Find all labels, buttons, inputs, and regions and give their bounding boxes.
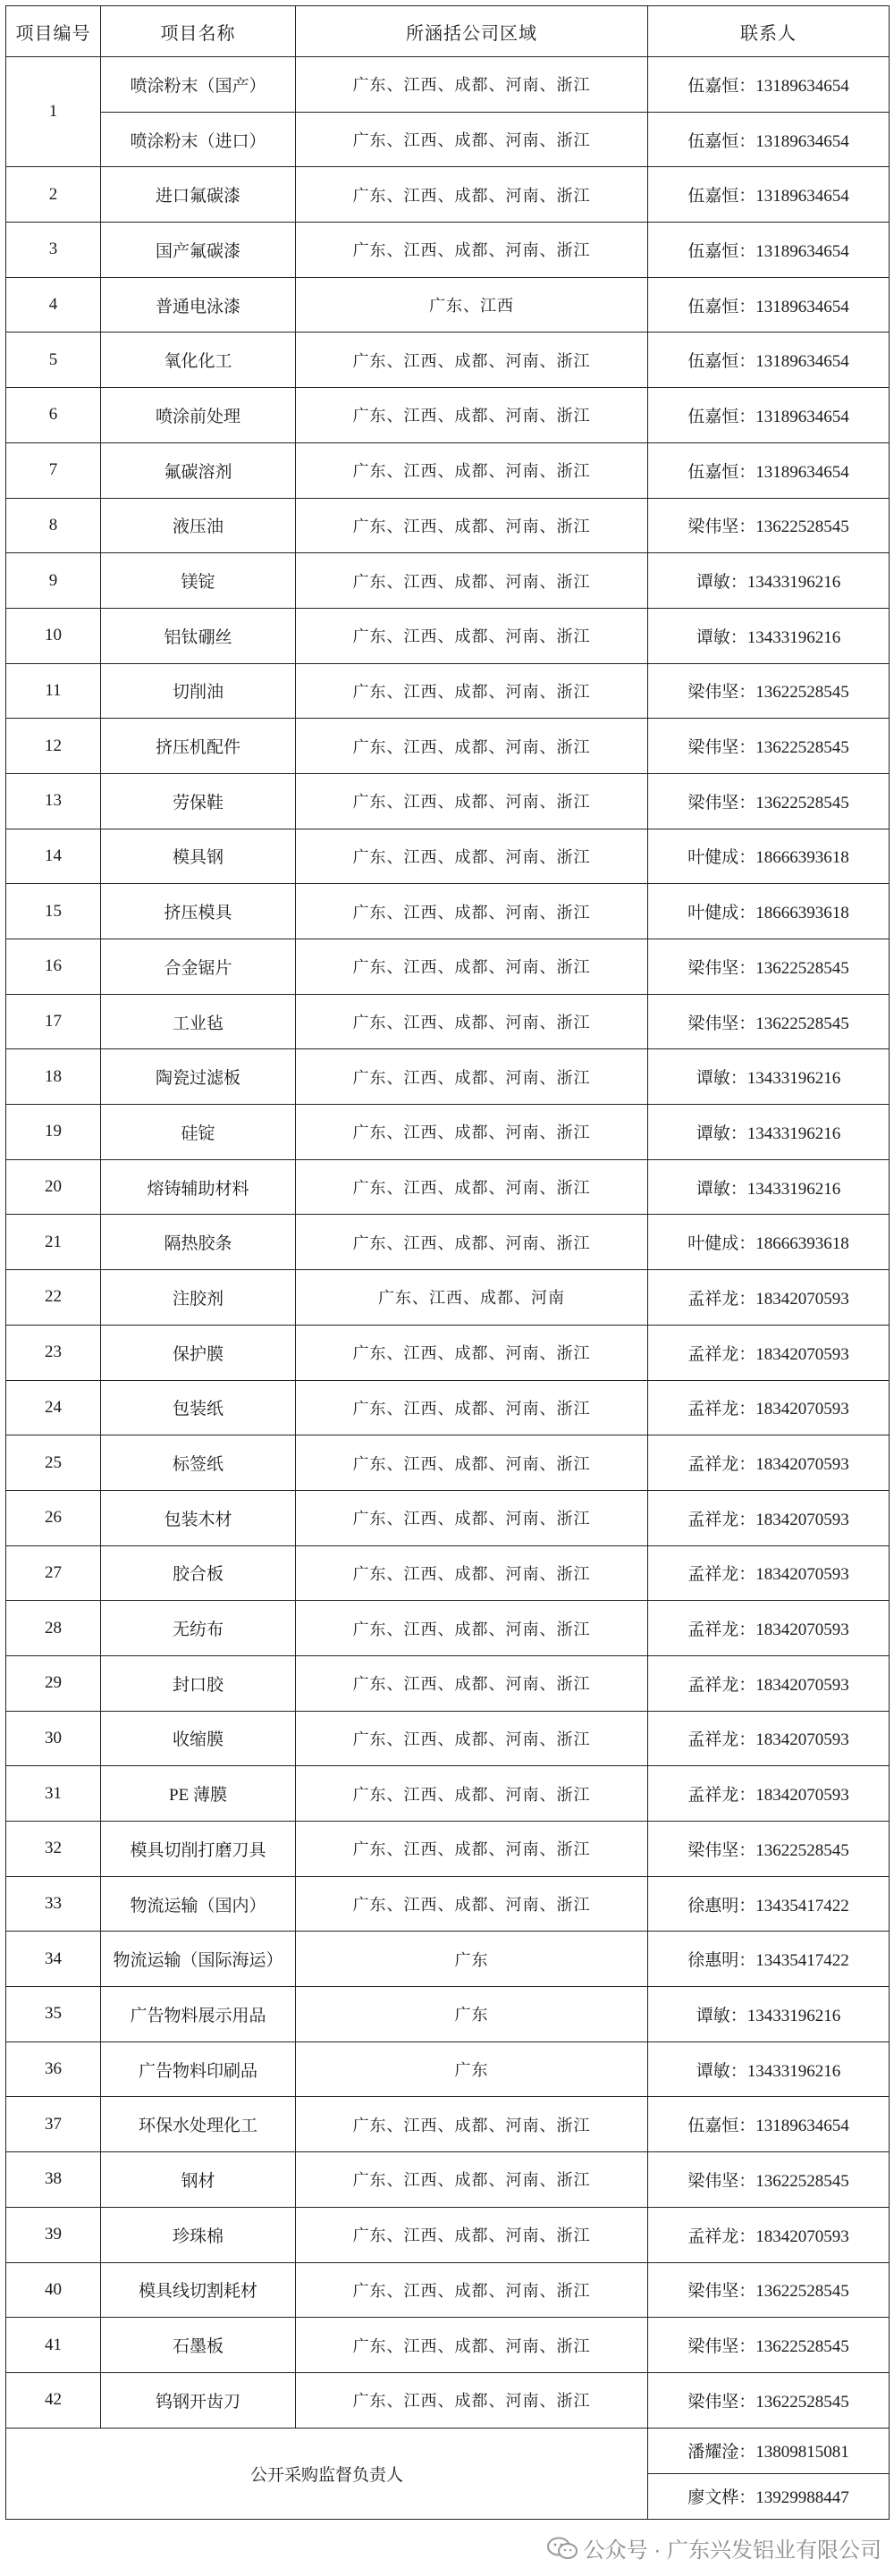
table-row [6, 1545, 890, 1601]
region-cell: 广东、江西、成都、河南、浙江 [296, 498, 648, 553]
project-name-cell: 工业毡 [101, 994, 296, 1049]
project-name-cell: 广告物料印刷品 [101, 2041, 296, 2097]
project-no-cell: 9 [6, 553, 101, 609]
region-cell: 广东、江西 [296, 277, 648, 333]
project-name-cell: 劳保鞋 [101, 773, 296, 829]
project-name-cell: 石墨板 [101, 2318, 296, 2373]
contact-cell: 梁伟坚：13622528545 [648, 719, 890, 774]
project-name-cell: 包装木材 [101, 1490, 296, 1545]
project-no-cell: 24 [6, 1380, 101, 1435]
contact-cell: 叶健成：18666393618 [648, 884, 890, 939]
project-no-cell: 21 [6, 1215, 101, 1270]
supervisor-contact: 廖文桦：13929988447 [648, 2473, 890, 2519]
region-cell: 广东 [296, 1932, 648, 1987]
contact-cell: 孟祥龙：18342070593 [648, 1766, 890, 1822]
project-no-cell: 14 [6, 829, 101, 884]
table-row [6, 719, 890, 774]
project-no-cell: 42 [6, 2372, 101, 2428]
project-no-cell: 22 [6, 1270, 101, 1326]
contact-cell: 孟祥龙：18342070593 [648, 1270, 890, 1326]
contact-cell: 伍嘉恒：13189634654 [648, 167, 890, 223]
table-row [6, 498, 890, 553]
project-name-cell: 进口氟碳漆 [101, 167, 296, 223]
table-row [6, 1159, 890, 1215]
project-no-cell: 4 [6, 277, 101, 333]
table-row [6, 1435, 890, 1491]
table-row [6, 1711, 890, 1766]
project-name-cell: 硅锭 [101, 1105, 296, 1160]
project-name-cell: 挤压模具 [101, 884, 296, 939]
project-name-cell: 陶瓷过滤板 [101, 1049, 296, 1105]
contact-cell: 孟祥龙：18342070593 [648, 1325, 890, 1380]
table-row [6, 112, 890, 167]
contact-cell: 谭敏：13433196216 [648, 1159, 890, 1215]
region-cell: 广东、江西、成都、河南、浙江 [296, 57, 648, 113]
project-no-cell: 16 [6, 939, 101, 995]
project-name-cell: 合金锯片 [101, 939, 296, 995]
contact-cell: 孟祥龙：18342070593 [648, 1490, 890, 1545]
project-name-cell: 钨钢开齿刀 [101, 2372, 296, 2428]
region-cell: 广东、江西、成都、河南、浙江 [296, 994, 648, 1049]
region-cell: 广东、江西、成都、河南、浙江 [296, 1105, 648, 1160]
project-name-cell: 氟碳溶剂 [101, 442, 296, 498]
project-no-cell: 33 [6, 1876, 101, 1932]
table-row [6, 2372, 890, 2428]
region-cell: 广东、江西、成都、河南、浙江 [296, 608, 648, 663]
region-cell: 广东、江西、成都、河南、浙江 [296, 167, 648, 223]
project-name-cell: 熔铸辅助材料 [101, 1159, 296, 1215]
contact-cell: 谭敏：13433196216 [648, 1105, 890, 1160]
procurement-contact-table [5, 5, 890, 2520]
table-row [6, 939, 890, 995]
region-cell: 广东、江西、成都、河南、浙江 [296, 112, 648, 167]
project-no-cell: 10 [6, 608, 101, 663]
project-name-cell: 注胶剂 [101, 1270, 296, 1326]
table-row [6, 2207, 890, 2262]
project-no-cell: 13 [6, 773, 101, 829]
region-cell: 广东、江西、成都、河南、浙江 [296, 333, 648, 388]
contact-cell: 梁伟坚：13622528545 [648, 994, 890, 1049]
contact-cell: 孟祥龙：18342070593 [648, 1711, 890, 1766]
region-cell: 广东、江西、成都、河南、浙江 [296, 1655, 648, 1711]
table-row [6, 442, 890, 498]
project-name-cell: 喷涂前处理 [101, 388, 296, 443]
project-name-cell: 国产氟碳漆 [101, 223, 296, 278]
project-no-cell: 37 [6, 2097, 101, 2152]
region-cell: 广东 [296, 2041, 648, 2097]
region-cell: 广东、江西、成都、河南、浙江 [296, 442, 648, 498]
region-cell: 广东、江西、成都、河南、浙江 [296, 223, 648, 278]
table-body [6, 57, 890, 2429]
contact-cell: 梁伟坚：13622528545 [648, 2152, 890, 2208]
project-name-cell: 珍珠棉 [101, 2207, 296, 2262]
region-cell: 广东、江西、成都、河南、浙江 [296, 2207, 648, 2262]
region-cell: 广东、江西、成都、河南、浙江 [296, 773, 648, 829]
contact-cell: 梁伟坚：13622528545 [648, 1822, 890, 1877]
header-project-no: 项目编号 [6, 6, 101, 57]
project-no-cell: 28 [6, 1601, 101, 1656]
region-cell: 广东、江西、成都、河南、浙江 [296, 1876, 648, 1932]
contact-cell: 孟祥龙：18342070593 [648, 1601, 890, 1656]
table-row [6, 223, 890, 278]
project-name-cell: 喷涂粉末（国产） [101, 57, 296, 113]
project-name-cell: 物流运输（国际海运） [101, 1932, 296, 1987]
project-name-cell: 模具线切割耗材 [101, 2262, 296, 2318]
region-cell: 广东、江西、成都、河南、浙江 [296, 1545, 648, 1601]
table-row [6, 1876, 890, 1932]
project-name-cell: 普通电泳漆 [101, 277, 296, 333]
project-no-cell: 18 [6, 1049, 101, 1105]
project-name-cell: 封口胶 [101, 1655, 296, 1711]
project-no-cell: 30 [6, 1711, 101, 1766]
contact-cell: 梁伟坚：13622528545 [648, 939, 890, 995]
project-no-cell: 35 [6, 1987, 101, 2042]
contact-cell: 徐惠明：13435417422 [648, 1876, 890, 1932]
region-cell: 广东、江西、成都、河南、浙江 [296, 719, 648, 774]
contact-cell: 谭敏：13433196216 [648, 608, 890, 663]
region-cell: 广东、江西、成都、河南、浙江 [296, 1711, 648, 1766]
contact-cell: 谭敏：13433196216 [648, 1987, 890, 2042]
project-name-cell: 标签纸 [101, 1435, 296, 1491]
header-project-name: 项目名称 [101, 6, 296, 57]
table-row [6, 608, 890, 663]
table-row [6, 1270, 890, 1326]
supervisor-row [6, 2428, 890, 2473]
table-row [6, 1655, 890, 1711]
table-row [6, 1049, 890, 1105]
project-no-cell: 23 [6, 1325, 101, 1380]
region-cell: 广东、江西、成都、河南、浙江 [296, 2152, 648, 2208]
project-name-cell: 切削油 [101, 663, 296, 719]
project-name-cell: 物流运输（国内） [101, 1876, 296, 1932]
project-no-cell: 12 [6, 719, 101, 774]
region-cell: 广东、江西、成都、河南、浙江 [296, 2318, 648, 2373]
contact-cell: 徐惠明：13435417422 [648, 1932, 890, 1987]
contact-cell: 叶健成：18666393618 [648, 829, 890, 884]
table-row [6, 1822, 890, 1877]
region-cell: 广东、江西、成都、河南、浙江 [296, 884, 648, 939]
region-cell: 广东、江西、成都、河南、浙江 [296, 1822, 648, 1877]
region-cell: 广东、江西、成都、河南、浙江 [296, 1159, 648, 1215]
project-no-cell: 41 [6, 2318, 101, 2373]
project-name-cell: 模具钢 [101, 829, 296, 884]
project-name-cell: 氧化化工 [101, 333, 296, 388]
table-row [6, 829, 890, 884]
table-row [6, 663, 890, 719]
region-cell: 广东、江西、成都、河南、浙江 [296, 1435, 648, 1491]
contact-cell: 伍嘉恒：13189634654 [648, 112, 890, 167]
project-name-cell: 广告物料展示用品 [101, 1987, 296, 2042]
table-row [6, 2318, 890, 2373]
project-no-cell: 15 [6, 884, 101, 939]
project-no-cell: 1 [6, 57, 101, 167]
project-no-cell: 17 [6, 994, 101, 1049]
watermark [546, 2532, 881, 2563]
table-row [6, 388, 890, 443]
project-name-cell: 液压油 [101, 498, 296, 553]
project-no-cell: 19 [6, 1105, 101, 1160]
region-cell: 广东、江西、成都、河南、浙江 [296, 1601, 648, 1656]
project-no-cell: 27 [6, 1545, 101, 1601]
project-no-cell: 7 [6, 442, 101, 498]
contact-cell: 谭敏：13433196216 [648, 2041, 890, 2097]
table-row [6, 553, 890, 609]
contact-cell: 孟祥龙：18342070593 [648, 1655, 890, 1711]
project-no-cell: 8 [6, 498, 101, 553]
contact-cell: 伍嘉恒：13189634654 [648, 277, 890, 333]
watermark-text: 公众号 · 广东兴发铝业有限公司 [583, 2538, 881, 2563]
contact-cell: 伍嘉恒：13189634654 [648, 223, 890, 278]
table-row [6, 994, 890, 1049]
region-cell: 广东、江西、成都、河南、浙江 [296, 829, 648, 884]
project-no-cell: 40 [6, 2262, 101, 2318]
table-row [6, 1601, 890, 1656]
contact-cell: 伍嘉恒：13189634654 [648, 388, 890, 443]
project-no-cell: 31 [6, 1766, 101, 1822]
region-cell: 广东、江西、成都、河南、浙江 [296, 1215, 648, 1270]
project-name-cell: 包装纸 [101, 1380, 296, 1435]
contact-cell: 孟祥龙：18342070593 [648, 1545, 890, 1601]
header-contact: 联系人 [648, 6, 890, 57]
project-no-cell: 25 [6, 1435, 101, 1491]
header-region: 所涵括公司区域 [296, 6, 648, 57]
contact-cell: 伍嘉恒：13189634654 [648, 442, 890, 498]
project-no-cell: 6 [6, 388, 101, 443]
table-row [6, 1105, 890, 1160]
supervisor-contact: 潘耀淦：13809815081 [648, 2428, 890, 2473]
region-cell: 广东、江西、成都、河南、浙江 [296, 1325, 648, 1380]
region-cell: 广东、江西、成都、河南、浙江 [296, 1766, 648, 1822]
project-name-cell: 镁锭 [101, 553, 296, 609]
project-no-cell: 20 [6, 1159, 101, 1215]
project-no-cell: 5 [6, 333, 101, 388]
region-cell: 广东、江西、成都、河南、浙江 [296, 553, 648, 609]
supervisor-label: 公开采购监督负责人 [6, 2428, 648, 2519]
contact-cell: 梁伟坚：13622528545 [648, 2318, 890, 2373]
project-name-cell: 环保水处理化工 [101, 2097, 296, 2152]
project-no-cell: 34 [6, 1932, 101, 1987]
project-name-cell: 胶合板 [101, 1545, 296, 1601]
contact-cell: 梁伟坚：13622528545 [648, 2372, 890, 2428]
table-header-row [6, 6, 890, 57]
table-row [6, 333, 890, 388]
table-row [6, 277, 890, 333]
wechat-icon [546, 2537, 578, 2560]
table-row [6, 1932, 890, 1987]
contact-cell: 伍嘉恒：13189634654 [648, 333, 890, 388]
table-row [6, 1766, 890, 1822]
region-cell: 广东、江西、成都、河南 [296, 1270, 648, 1326]
project-no-cell: 29 [6, 1655, 101, 1711]
region-cell: 广东、江西、成都、河南、浙江 [296, 388, 648, 443]
region-cell: 广东 [296, 1987, 648, 2042]
project-no-cell: 32 [6, 1822, 101, 1877]
project-name-cell: 收缩膜 [101, 1711, 296, 1766]
table-row [6, 773, 890, 829]
region-cell: 广东、江西、成都、河南、浙江 [296, 939, 648, 995]
region-cell: 广东、江西、成都、河南、浙江 [296, 2372, 648, 2428]
project-name-cell: 喷涂粉末（进口） [101, 112, 296, 167]
table-row [6, 1215, 890, 1270]
project-name-cell: PE 薄膜 [101, 1766, 296, 1822]
contact-cell: 梁伟坚：13622528545 [648, 663, 890, 719]
contact-cell: 孟祥龙：18342070593 [648, 2207, 890, 2262]
table-row [6, 884, 890, 939]
table-row [6, 2262, 890, 2318]
region-cell: 广东、江西、成都、河南、浙江 [296, 663, 648, 719]
table-row [6, 1380, 890, 1435]
project-name-cell: 保护膜 [101, 1325, 296, 1380]
table-row [6, 1490, 890, 1545]
project-name-cell: 铝钛硼丝 [101, 608, 296, 663]
region-cell: 广东、江西、成都、河南、浙江 [296, 1380, 648, 1435]
project-no-cell: 11 [6, 663, 101, 719]
table-row [6, 2041, 890, 2097]
contact-cell: 梁伟坚：13622528545 [648, 773, 890, 829]
project-name-cell: 隔热胶条 [101, 1215, 296, 1270]
table-row [6, 1987, 890, 2042]
contact-cell: 谭敏：13433196216 [648, 553, 890, 609]
contact-cell: 梁伟坚：13622528545 [648, 498, 890, 553]
contact-cell: 伍嘉恒：13189634654 [648, 2097, 890, 2152]
project-no-cell: 36 [6, 2041, 101, 2097]
project-no-cell: 39 [6, 2207, 101, 2262]
region-cell: 广东、江西、成都、河南、浙江 [296, 1490, 648, 1545]
table-row [6, 2097, 890, 2152]
contact-cell: 梁伟坚：13622528545 [648, 2262, 890, 2318]
project-name-cell: 模具切削打磨刀具 [101, 1822, 296, 1877]
table-row [6, 167, 890, 223]
table-row [6, 1325, 890, 1380]
contact-cell: 叶健成：18666393618 [648, 1215, 890, 1270]
project-name-cell: 钢材 [101, 2152, 296, 2208]
contact-cell: 孟祥龙：18342070593 [648, 1380, 890, 1435]
project-no-cell: 3 [6, 223, 101, 278]
project-name-cell: 挤压机配件 [101, 719, 296, 774]
region-cell: 广东、江西、成都、河南、浙江 [296, 2262, 648, 2318]
project-no-cell: 2 [6, 167, 101, 223]
table-row [6, 2152, 890, 2208]
project-name-cell: 无纺布 [101, 1601, 296, 1656]
project-no-cell: 38 [6, 2152, 101, 2208]
contact-cell: 谭敏：13433196216 [648, 1049, 890, 1105]
project-no-cell: 26 [6, 1490, 101, 1545]
contact-cell: 伍嘉恒：13189634654 [648, 57, 890, 113]
region-cell: 广东、江西、成都、河南、浙江 [296, 2097, 648, 2152]
table-row [6, 57, 890, 113]
contact-cell: 孟祥龙：18342070593 [648, 1435, 890, 1491]
region-cell: 广东、江西、成都、河南、浙江 [296, 1049, 648, 1105]
